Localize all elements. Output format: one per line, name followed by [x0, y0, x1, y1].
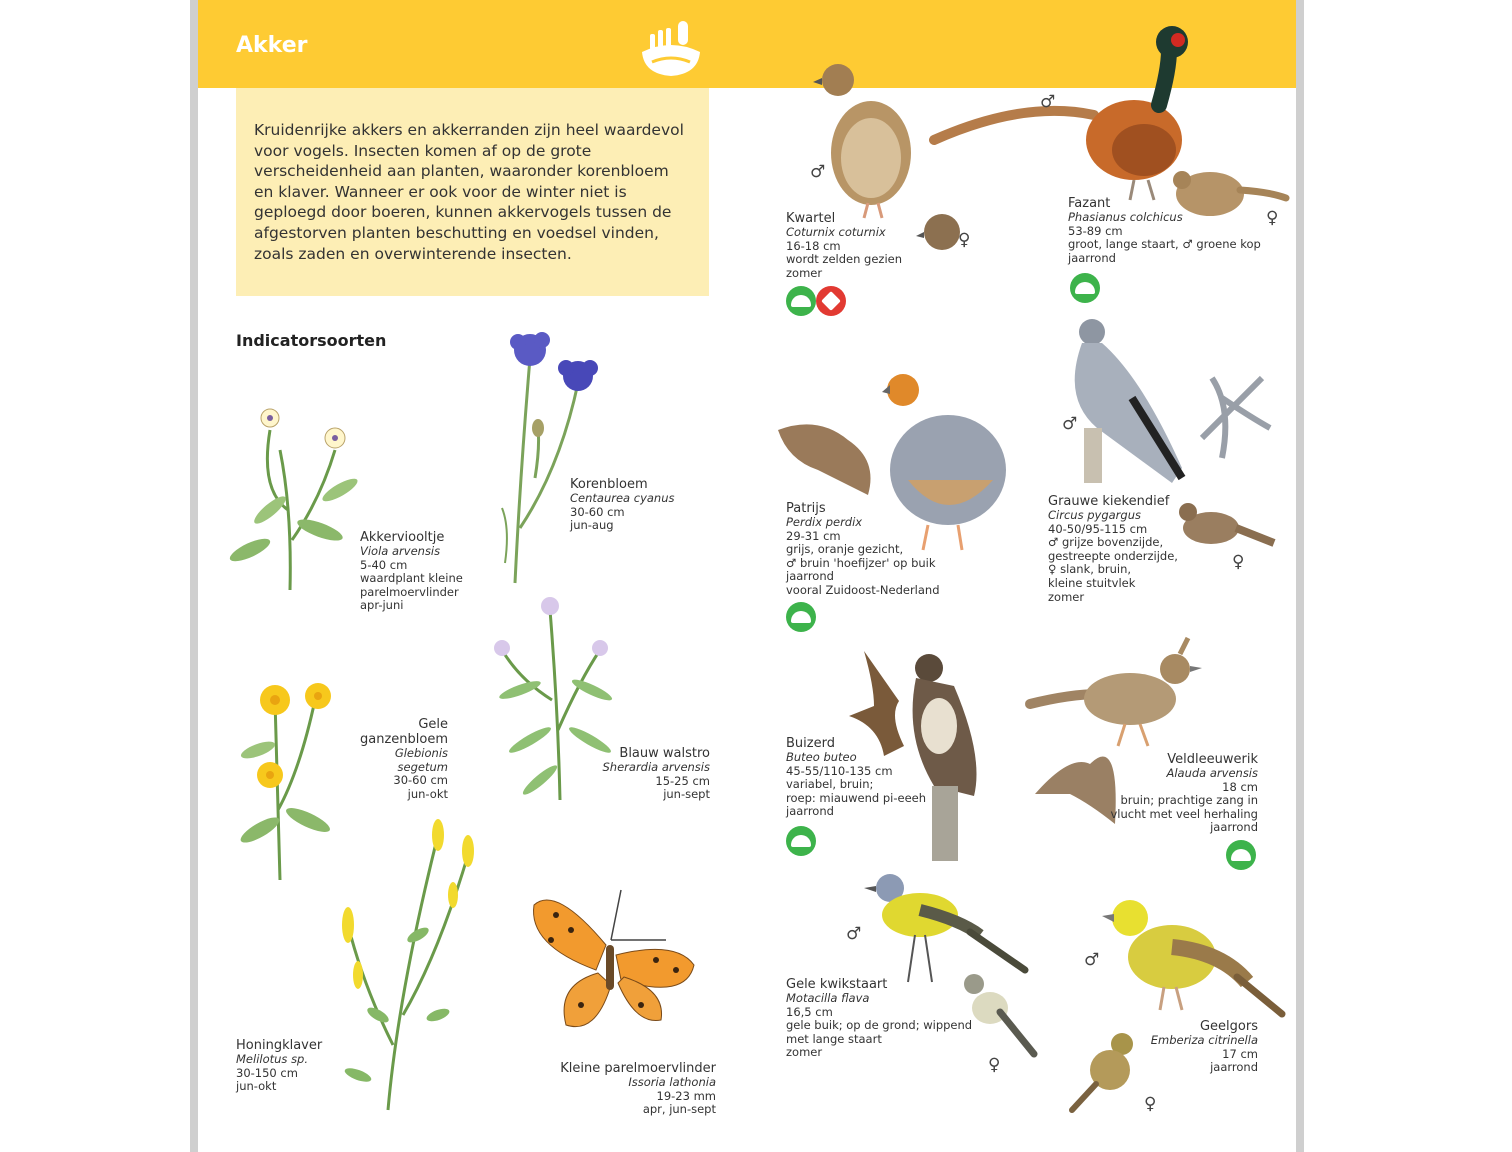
geelgors-caption: Geelgors Emberiza citrinella 17 cm jaarrond	[1150, 1019, 1258, 1075]
kwartel-female-illustration	[916, 210, 961, 252]
page-edge-left	[190, 0, 198, 1152]
honingklaver-caption: Honingklaver Melilotus sp. 30-150 cm jun-okt	[236, 1038, 323, 1094]
male-symbol: ♂	[1084, 950, 1100, 970]
male-symbol: ♂	[1062, 414, 1078, 434]
page-edge-right	[1296, 0, 1304, 1152]
indicator-species-heading: Indicatorsoorten	[236, 331, 387, 350]
kleine-parelmoervlinder-caption: Kleine parelmoervlinder Issoria lathonia 19-23 mm apr, jun-sept	[560, 1061, 716, 1117]
field-icon	[640, 18, 702, 78]
fazant-caption: Fazant Phasianus colchicus 53-89 cm groot, lange staart, ♂ groene kop jaarrond	[1068, 196, 1261, 265]
honingklaver-illustration	[318, 815, 488, 1115]
habitat-icon	[816, 286, 846, 316]
female-symbol: ♀	[1144, 1094, 1157, 1114]
gele-kwikstaart-illustration	[860, 870, 1025, 985]
veldleeuwerik-caption: Veldleeuwerik Alauda arvensis 18 cm bruin; prachtige zang in vlucht met veel herhaling jaarrond	[1110, 752, 1258, 835]
kleine-parelmoervlinder-illustration	[526, 885, 701, 1035]
grauwe-kiekendief-female-illustration	[1176, 498, 1274, 553]
female-symbol: ♀	[1266, 208, 1279, 228]
habitat-icon	[1226, 840, 1256, 870]
habitat-icon	[786, 286, 816, 316]
grauwe-kiekendief-caption: Grauwe kiekendief Circus pygargus 40-50/95-115 cm ♂ grijze bovenzijde, gestreepte onderzijde, ♀ slank, bruin, kleine stuitvlek zomer	[1048, 494, 1178, 604]
akkerviooltje-caption: Akkerviooltje Viola arvensis 5-40 cm waardplant kleine parelmoervlinder apr-juni	[360, 530, 463, 613]
female-symbol: ♀	[1232, 552, 1245, 572]
gele-kwikstaart-caption: Gele kwikstaart Motacilla flava 16,5 cm gele buik; op de grond; wippend met lange staart zomer	[786, 977, 973, 1060]
intro-text: Kruidenrijke akkers en akkerranden zijn heel waardevol voor vogels. Insecten komen af op de grote verscheidenheid aan planten, waaronder korenbloem en klaver. Wanneer er ook voor de winter niet is geploegd door boeren, kunnen akkervogels tussen de afgestorven planten beschutting en voedsel vinden, zoals zaden en overwinterende insecten.	[236, 88, 709, 296]
habitat-icon	[786, 826, 816, 856]
field-guide-page	[198, 0, 1296, 1152]
habitat-icon	[786, 602, 816, 632]
kwartel-illustration	[816, 58, 921, 220]
korenbloem-caption: Korenbloem Centaurea cyanus 30-60 cm jun-aug	[570, 477, 675, 533]
akkerviooltje-illustration	[230, 390, 370, 600]
patrijs-caption: Patrijs Perdix perdix 29-31 cm grijs, oranje gezicht, ♂ bruin 'hoefijzer' op buik jaarrond vooral Zuidoost-Nederland	[786, 501, 940, 597]
male-symbol: ♂	[1040, 92, 1056, 112]
gele-ganzenbloem-caption: Gele ganzenbloem Glebionis segetum 30-60 cm jun-okt	[360, 717, 448, 801]
blauw-walstro-caption: Blauw walstro Sherardia arvensis 15-25 cm jun-sept	[602, 746, 710, 802]
female-symbol: ♀	[958, 230, 971, 250]
korenbloem-illustration	[490, 328, 615, 588]
male-symbol: ♂	[846, 924, 862, 944]
kwartel-caption: Kwartel Coturnix coturnix 16-18 cm wordt zelden gezien zomer	[786, 211, 903, 280]
fazant-illustration	[934, 20, 1196, 202]
geelgors-illustration	[1102, 892, 1282, 1017]
page-title: Akker	[236, 33, 308, 58]
buizerd-caption: Buizerd Buteo buteo 45-55/110-135 cm variabel, bruin; roep: miauwend pi-eeeh jaarrond	[786, 736, 927, 819]
habitat-icon	[1070, 273, 1100, 303]
male-symbol: ♂	[810, 162, 826, 182]
female-symbol: ♀	[988, 1055, 1001, 1075]
grauwe-kiekendief-illustration	[1062, 318, 1272, 483]
